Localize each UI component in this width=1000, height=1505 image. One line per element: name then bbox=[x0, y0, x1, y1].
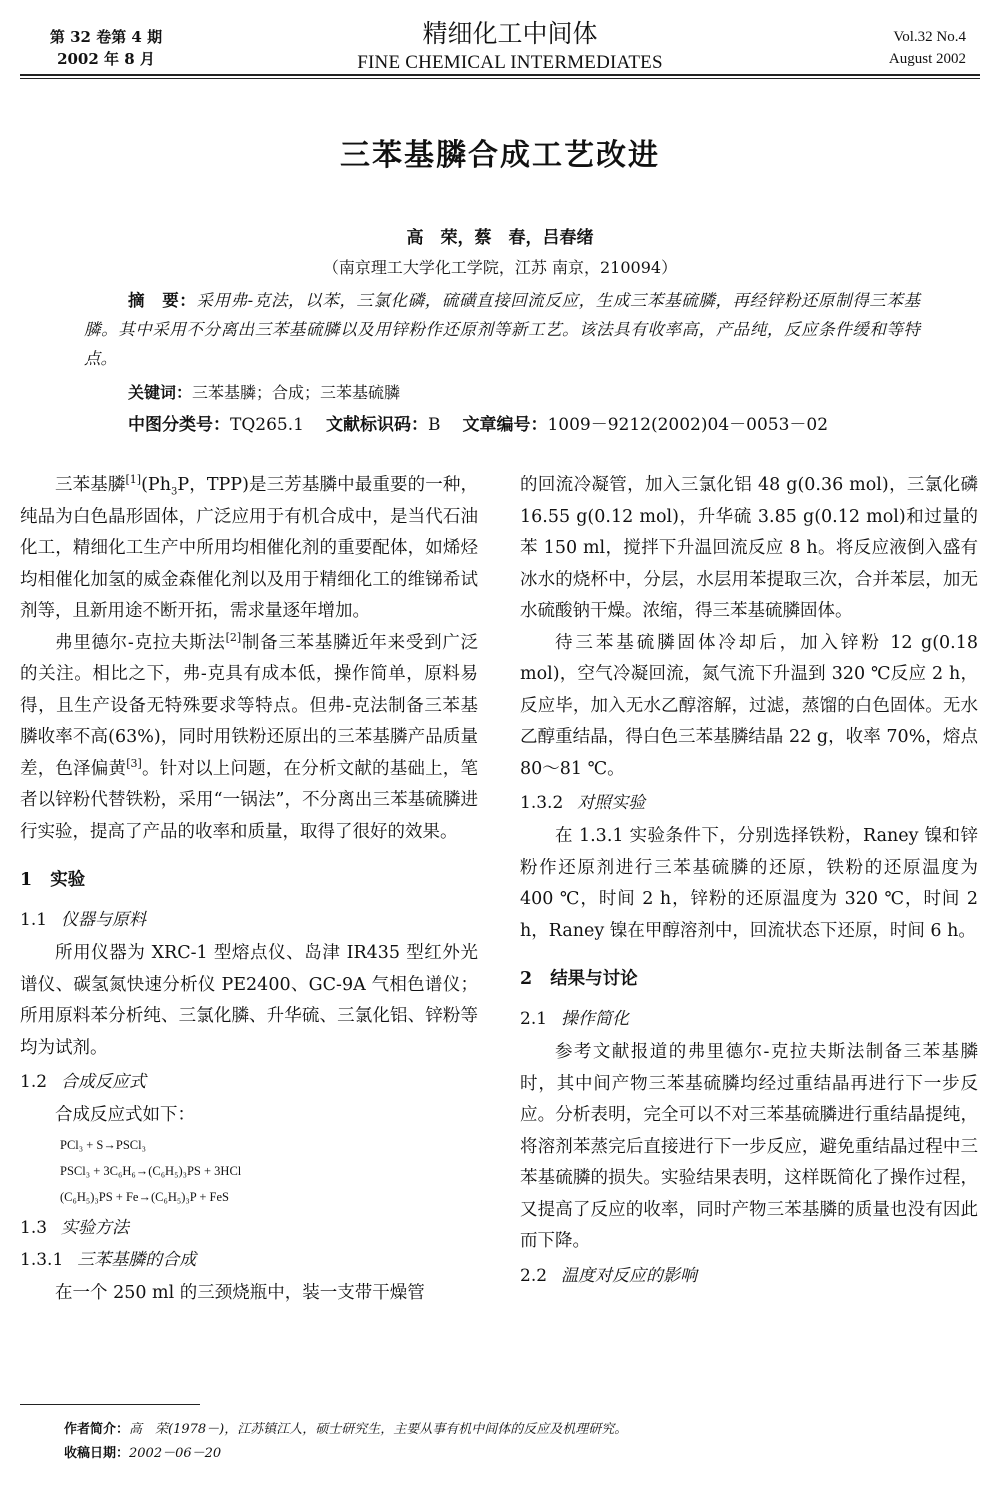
keywords-label: 关键词： bbox=[128, 383, 193, 402]
citation-1: [1] bbox=[125, 473, 142, 487]
header-volume-cn bbox=[26, 26, 186, 70]
paper-affiliation: （南京理工大学化工学院，江苏 南京，210094） bbox=[322, 258, 678, 277]
paragraph-synthesis-start: 在一个 250 ml 的三颈烧瓶中，装一支带干燥管 bbox=[55, 1282, 425, 1303]
section-2-2-heading: 2.2 温度对反应的影响 bbox=[520, 1265, 698, 1286]
abstract-text: 采用弗-克法，以苯，三氯化磷，硫磺直接回流反应，生成三苯基硫膦，再经锌粉还原制得三苯基膦。其中采用不分离出三苯基硫膦以及用锌粉作还原剂等新工艺。该法具有收率高，产品纯，反应条件缓和等特点。 bbox=[84, 291, 921, 368]
clc-label: 中图分类号： bbox=[128, 415, 230, 435]
body-right-column bbox=[520, 470, 978, 1294]
doc-code-label: 文献标识码： bbox=[325, 415, 428, 435]
header-rule-thin bbox=[20, 78, 980, 79]
section-1-1-heading: 1.1 仪器与原料 bbox=[20, 910, 147, 930]
citation-3: [3] bbox=[126, 756, 142, 770]
paper-title: 三苯基膦合成工艺改进 bbox=[340, 138, 660, 173]
footnote-received-label: 收稿日期： bbox=[64, 1446, 130, 1461]
citation-2: [2] bbox=[225, 630, 242, 644]
equation-1: PCl₃ + S→PSCl₃ bbox=[60, 1137, 146, 1152]
header-rule bbox=[20, 74, 980, 76]
volume-issue-cn: 第 32 卷第 4 期 bbox=[49, 28, 163, 46]
article-number-value: 1009－9212(2002)04－0053－02 bbox=[547, 415, 829, 435]
journal-title-en: FINE CHEMICAL INTERMEDIATES bbox=[357, 52, 663, 73]
section-2-1-heading: 2.1 操作简化 bbox=[520, 1009, 630, 1029]
abstract-label: 摘 要： bbox=[128, 291, 197, 310]
footnote-rule bbox=[20, 1404, 200, 1405]
classification-line bbox=[128, 412, 928, 438]
equation-3: (C₆H₅)₃PS + Fe→(C₆H₅)₃P + FeS bbox=[60, 1189, 229, 1204]
abstract bbox=[84, 286, 920, 373]
paragraph-control-experiment: 在 1.3.1 实验条件下，分别选择铁粉，Raney 镍和锌粉作还原剂进行三苯基硫膦的还原，铁粉的还原温度为 400 ℃，时间 2 h，锌粉的还原温度为 320 ℃，时间 2 h，Raney 镍在甲醇溶剂中，回流状态下还原，时间 6 h。 bbox=[520, 826, 978, 941]
footnote-received bbox=[64, 1444, 221, 1464]
footnote-author bbox=[64, 1420, 627, 1440]
body-left-column bbox=[20, 470, 478, 1309]
paper-authors: 高 荣，蔡 春，吕春绪 bbox=[406, 228, 594, 248]
paragraph-simplification: 参考文献报道的弗里德尔-克拉夫斯法制备三苯基膦时，其中间产物三苯基硫膦均经过重结晶再进行下一步反应。分析表明，完全可以不对三苯基硫膦进行重结晶提纯，将溶剂苯蒸完后直接进行下一步反应，避免重结晶过程中三苯基硫膦的损失。实验结果表明，这样既简化了操作过程，又提高了反应的收率，同时产物三苯基膦的质量也没有因此而下降。 bbox=[520, 1042, 978, 1251]
paragraph-reduction: 待三苯基硫膦固体冷却后，加入锌粉 12 g(0.18 mol)，空气冷凝回流，氮气流下升温到 320 ℃反应 2 h，反应毕，加入无水乙醇溶解，过滤，蒸馏的白色固体。无水乙醇重结晶，得白色三苯基膦结晶 22 g，收率 70%，熔点 80～81 ℃。 bbox=[520, 632, 978, 779]
footnote-author-label: 作者简介： bbox=[64, 1422, 130, 1437]
section-1-heading: 1 实验 bbox=[20, 870, 86, 890]
doc-code-value: B bbox=[427, 415, 441, 435]
keywords bbox=[128, 380, 918, 406]
date-en: August 2002 bbox=[888, 51, 966, 67]
footnote-author-text: 高 荣(1978－)，江苏镇江人，硕士研究生，主要从事有机中间体的反应及机理研究。 bbox=[129, 1422, 628, 1437]
paragraph-instruments: 所用仪器为 XRC-1 型熔点仪、岛津 IR435 型红外光谱仪、碳氢氮快速分析仪 PE2400、GC-9A 气相色谱仪；所用原料苯分析纯、三氯化膦、升华硫、三氯化铝、锌粉等均为试剂。 bbox=[20, 943, 478, 1058]
paragraph-intro-2: 弗里德尔-克拉夫斯法[2]制备三苯基膦近年来受到广泛的关注。相比之下，弗-克具有成本低，操作简单，原料易得，且生产设备无特殊要求等特点。但弗-克法制备三苯基膦收率不高(63%)，同时用铁粉还原出的三苯基膦产品质量差，色泽偏黄[3]。针对以上问题，在分析文献的基础上，笔者以锌粉代替铁粉，采用“一锅法”，不分离出三苯基硫膦进行实验，提高了产品的收率和质量，取得了很好的效果。 bbox=[20, 630, 479, 842]
section-1-3-2-heading: 1.3.2 对照实验 bbox=[520, 793, 646, 813]
header-volume-en bbox=[816, 26, 966, 70]
journal-title-cn: 精细化工中间体 bbox=[422, 19, 598, 48]
section-1-3-heading: 1.3 实验方法 bbox=[20, 1217, 130, 1238]
journal-name bbox=[300, 18, 720, 76]
equation-2: PSCl₃ + 3C₆H₆→(C₆H₅)₃PS + 3HCl bbox=[60, 1163, 242, 1178]
date-cn: 2002 年 8 月 bbox=[57, 50, 155, 68]
volume-issue-en: Vol.32 No.4 bbox=[893, 29, 966, 45]
section-1-2-heading: 1.2 合成反应式 bbox=[20, 1072, 147, 1092]
keywords-text: 三苯基膦；合成；三苯基硫膦 bbox=[192, 383, 401, 402]
paragraph-intro-1: 三苯基膦$[1](Ph_3P$，TPP)是三芳基膦中最重要的一种，纯品为白色晶形固体，广泛应用于有机合成中，是当代石油化工，精细化工生产中所用均相催化剂的重要配体，如烯烃均相催化加氢的威金森催化剂以及用于精细化工的维锑希试剂等，且新用途不断开拓，需求量逐年增加。 bbox=[20, 473, 479, 621]
section-2-heading: 2 结果与讨论 bbox=[520, 969, 638, 989]
section-1-3-1-heading: 1.3.1 三苯基膦的合成 bbox=[20, 1249, 197, 1270]
article-number-label: 文章编号： bbox=[462, 415, 548, 435]
equation-intro: 合成反应式如下： bbox=[55, 1105, 195, 1125]
footnote-received-text: 2002－06－20 bbox=[129, 1446, 222, 1461]
paragraph-synthesis-cont: 的回流冷凝管，加入三氯化铝 48 g(0.36 mol)，三氯化磷 16.55 g(0.12 mol)，升华硫 3.85 g(0.12 mol)和过量的苯 150 ml，搅拌下升温回流反应 8 h。将反应液倒入盛有冰水的烧杯中，分层，水层用苯提取三次，合并苯层，加无水硫酸钠干燥。浓缩，得三苯基硫膦固体。 bbox=[520, 475, 978, 621]
clc-value: TQ265.1 bbox=[230, 415, 304, 435]
